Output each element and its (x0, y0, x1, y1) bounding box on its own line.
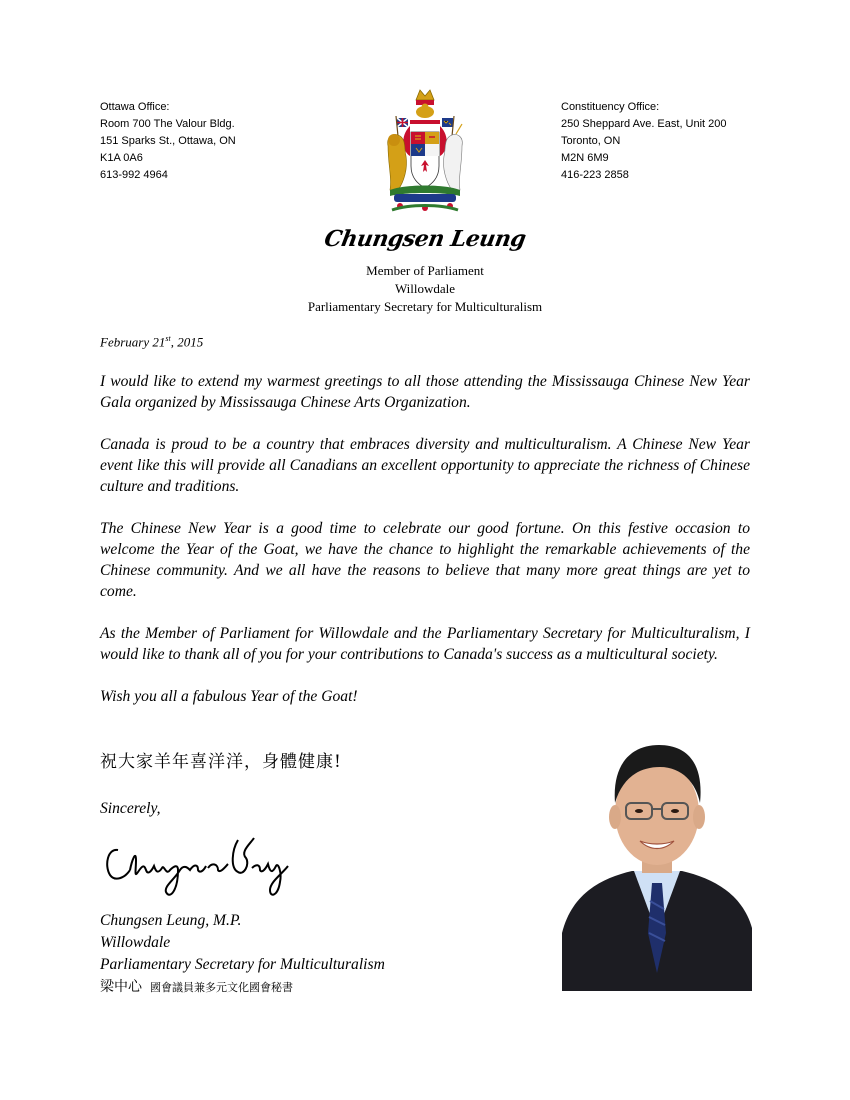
date-suffix: st (165, 334, 171, 343)
signer-role: Parliamentary Secretary for Multiculturalism (100, 956, 385, 973)
constituency-office-line2: Toronto, ON (561, 135, 621, 147)
signer-name: Chungsen Leung, M.P. (100, 912, 242, 929)
ottawa-office-heading: Ottawa Office: (100, 101, 170, 113)
date-prefix: February 21 (100, 334, 166, 350)
signature-block (100, 910, 385, 999)
script-name-heading: Chungsen Leung (322, 226, 528, 252)
date-year: , 2015 (170, 334, 204, 350)
signer-chinese-line (100, 976, 385, 999)
ottawa-office-line2: 151 Sparks St., Ottawa, ON (100, 135, 236, 147)
body-paragraph-4: As the Member of Parliament for Willowdale and the Parliamentary Secretary for Multiculturalism, I would like to thank all of you for your contributions to Canada's success as a multicultural society. (100, 625, 750, 663)
portrait-photo (562, 733, 752, 991)
constituency-office-address (561, 99, 727, 184)
title-riding: Willowdale (394, 281, 456, 296)
body-paragraph-1: I would like to extend my warmest greetings to all those attending the Mississauga Chinese New Year Gala organized by Mississauga Chinese Arts Organization. (100, 373, 750, 411)
ottawa-office-address (100, 99, 236, 184)
letter-date (100, 334, 203, 350)
body-paragraph-3: The Chinese New Year is a good time to celebrate our good fortune. On this festive occasion to welcome the Year of the Goat, we have the chance to highlight the remarkable achievements of the Chinese community. And we all have the reasons to believe that many more great things are yet to come. (100, 520, 750, 600)
constituency-office-line3: M2N 6M9 (561, 152, 609, 164)
letter-body (100, 371, 750, 728)
ottawa-office-line3: K1A 0A6 (100, 152, 143, 164)
body-paragraph-5: Wish you all a fabulous Year of the Goat! (100, 688, 358, 705)
signer-chinese-title: 國會議員兼多元文化國會秘書 (150, 981, 293, 994)
sincerely-closing: Sincerely, (100, 800, 161, 817)
body-paragraph-2: Canada is proud to be a country that embraces diversity and multiculturalism. A Chinese New Year event like this will provide all Canadians an excellent opportunity to appreciate the richness of Chinese culture and traditions. (100, 436, 750, 495)
signer-riding: Willowdale (100, 934, 171, 951)
handwritten-signature (100, 820, 295, 905)
ottawa-office-line1: Room 700 The Valour Bldg. (100, 118, 235, 130)
coat-of-arms-icon (380, 86, 470, 218)
title-role: Parliamentary Secretary for Multiculturalism (307, 299, 543, 314)
office-titles (0, 262, 850, 316)
chinese-greeting: 祝大家羊年喜洋洋，身體健康! (100, 752, 342, 772)
ottawa-office-phone: 613-992 4964 (100, 169, 168, 181)
constituency-office-phone: 416-223 2858 (561, 169, 629, 181)
title-member-of-parliament: Member of Parliament (366, 263, 484, 278)
constituency-office-heading: Constituency Office: (561, 101, 660, 113)
constituency-office-line1: 250 Sheppard Ave. East, Unit 200 (561, 118, 727, 130)
signer-chinese-name: 梁中心 (100, 979, 142, 995)
